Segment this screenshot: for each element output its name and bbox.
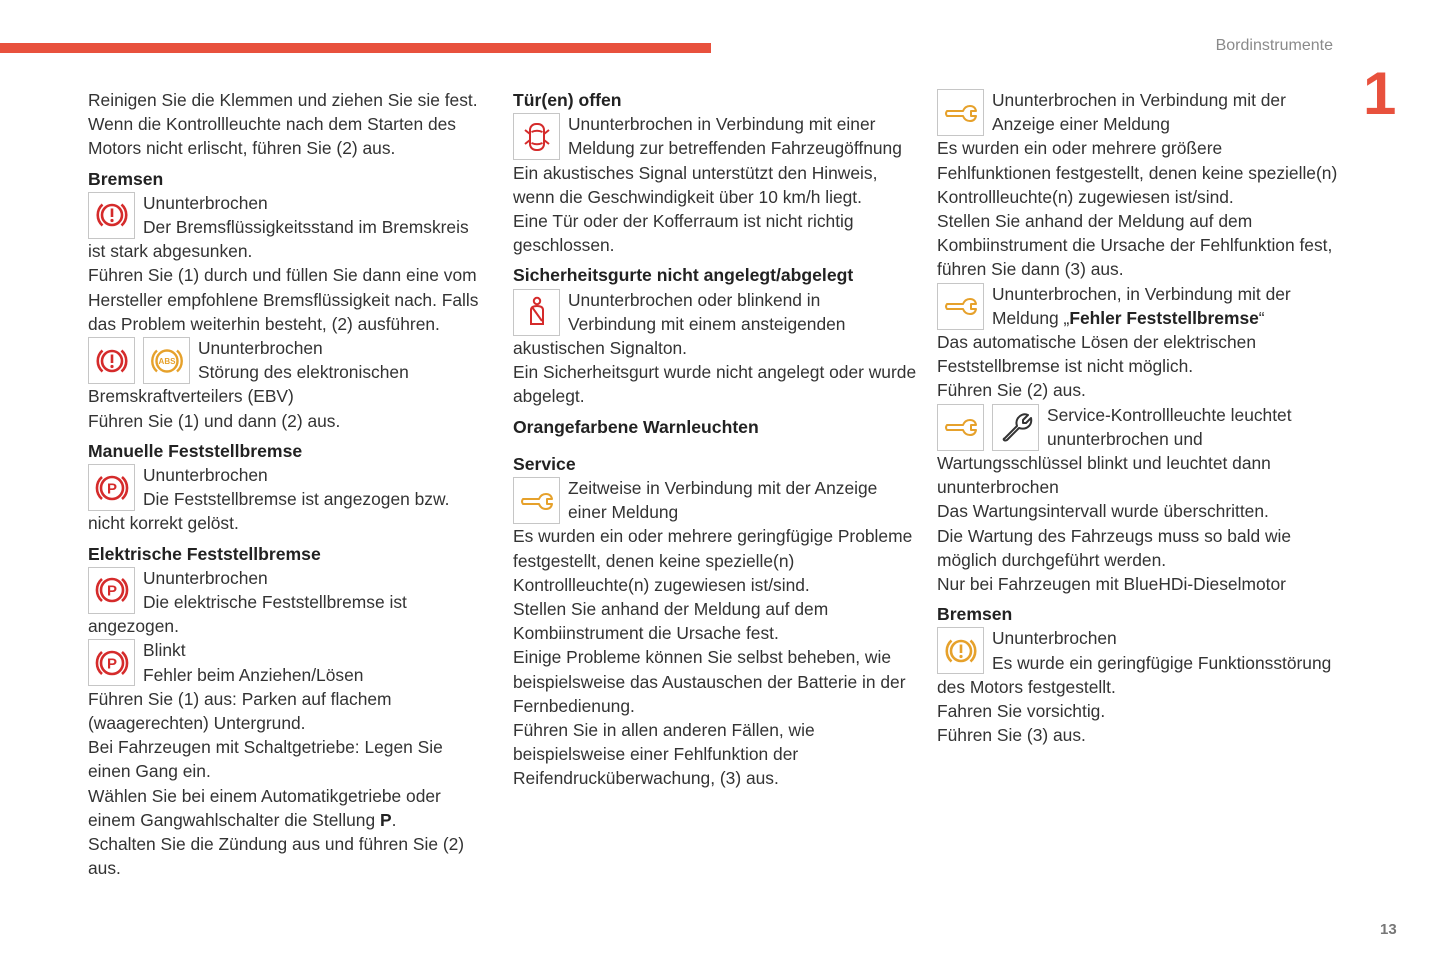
heading-tueren-offen: Tür(en) offen bbox=[513, 90, 622, 110]
warning-entry: Service-Kontrollleuchte leuchtet ununterbrochen und Wartungsschlüssel blinkt und leuchtet dann ununterbrochen bbox=[937, 404, 1292, 498]
warning-entry: Ununterbrochen Es wurde ein geringfügige Funktionsstörung des Motors festgestellt. bbox=[937, 628, 1332, 697]
paragraph: Schalten Sie die Zündung aus und führen Sie (2) aus. bbox=[88, 834, 465, 879]
column-1 bbox=[88, 88, 488, 881]
warning-entry: P Blinkt Fehler beim Anziehen/Lösen bbox=[88, 638, 488, 686]
paragraph: Einige Probleme können Sie selbst beheben, wie beispielsweise das Austauschen der Batterie in der Fernbedienung. bbox=[513, 647, 906, 716]
brake-warning-orange-icon bbox=[937, 627, 984, 674]
paragraph: Führen Sie (2) aus. bbox=[937, 380, 1086, 401]
column-3 bbox=[937, 88, 1341, 747]
warning-entry: Ununterbrochen Der Bremsflüssigkeitsstand im Bremskreis ist stark abgesunken. bbox=[88, 192, 469, 262]
warning-entry: P Ununterbrochen Die Feststellbremse ist angezogen bzw. nicht korrekt gelöst. bbox=[88, 465, 450, 534]
paragraph: Wenn die Kontrollleuchte nach dem Starten des Motors nicht erlischt, führen Sie (2) aus. bbox=[88, 114, 457, 159]
paragraph: Fahren Sie vorsichtig. bbox=[937, 701, 1106, 722]
brake-warning-icon bbox=[88, 337, 135, 384]
paragraph: Eine Tür oder der Kofferraum ist nicht richtig geschlossen. bbox=[513, 211, 854, 256]
paragraph: Es wurden ein oder mehrere geringfügige Probleme festgestellt, denen keine spezielle(n) Kontrollleuchte(n) zugewiesen ist/sind. bbox=[513, 526, 913, 595]
heading-orangefarbene-warnleuchten: Orangefarbene Warnleuchten bbox=[513, 416, 759, 437]
paragraph: Führen Sie (1) durch und füllen Sie dann eine vom Hersteller empfohlene Bremsflüssigkeit nach. Falls das Problem weiterhin besteht, (2) ausführen. bbox=[88, 265, 479, 334]
service-wrench-icon bbox=[937, 89, 984, 136]
paragraph: Reinigen Sie die Klemmen und ziehen Sie sie fest. bbox=[88, 90, 478, 110]
paragraph: Nur bei Fahrzeugen mit BlueHDi-Dieselmotor bbox=[937, 574, 1286, 595]
paragraph: Das Wartungsintervall wurde überschritten. bbox=[937, 501, 1269, 522]
service-wrench-icon bbox=[513, 477, 560, 524]
heading-bremsen: Bremsen bbox=[937, 604, 1013, 625]
paragraph: Die Wartung des Fahrzeugs muss so bald wie möglich durchgeführt werden. bbox=[937, 525, 1292, 570]
column-2 bbox=[513, 88, 917, 791]
service-wrench-icon bbox=[937, 283, 984, 330]
section-title: Bordinstrumente bbox=[1215, 37, 1333, 54]
paragraph: Führen Sie in allen anderen Fällen, wie beispielsweise einer Fehlfunktion der Reifendrucküberwachung, (3) aus. bbox=[513, 720, 815, 789]
parking-brake-icon bbox=[88, 464, 135, 511]
heading-elektrische-feststellbremse: Elektrische Feststellbremse bbox=[88, 543, 321, 564]
door-open-icon bbox=[513, 113, 560, 160]
abs-icon bbox=[143, 337, 190, 384]
paragraph: Führen Sie (1) aus: Parken auf flachem (waagerechten) Untergrund. bbox=[88, 688, 392, 734]
warning-entry: Zeitweise in Verbindung mit der Anzeige einer Meldung bbox=[513, 476, 917, 524]
parking-brake-icon bbox=[88, 567, 135, 614]
paragraph: Wählen Sie bei einem Automatikgetriebe oder einem Gangwahlschalter die Stellung P. bbox=[88, 785, 441, 830]
warning-entry: Ununterbrochen in Verbindung mit der Anzeige einer Meldung bbox=[937, 88, 1341, 136]
paragraph: Führen Sie (3) aus. bbox=[937, 725, 1086, 746]
svg-text:ABS: ABS bbox=[158, 356, 175, 366]
paragraph: Stellen Sie anhand der Meldung auf dem Kombiinstrument die Ursache fest. bbox=[513, 599, 829, 644]
svg-text:P: P bbox=[106, 582, 117, 600]
warning-entry: Ununterbrochen in Verbindung mit einer Meldung zur betreffenden Fahrzeugöffnung bbox=[513, 112, 917, 160]
heading-sicherheitsgurte: Sicherheitsgurte nicht angelegt/abgelegt bbox=[513, 265, 854, 286]
heading-service: Service bbox=[513, 453, 576, 474]
warning-entry: P Ununterbrochen Die elektrische Feststellbremse ist angezogen. bbox=[88, 567, 407, 637]
paragraph: Führen Sie (1) und dann (2) aus. bbox=[88, 410, 341, 431]
seatbelt-icon bbox=[513, 289, 560, 336]
page-number: 13 bbox=[1380, 921, 1397, 938]
parking-brake-icon bbox=[88, 639, 135, 686]
chapter-number: 1 bbox=[1363, 60, 1397, 127]
warning-entry: ABS Ununterbrochen Störung des elektronischen Bremskraftverteilers (EBV) bbox=[88, 338, 409, 407]
paragraph: Stellen Sie anhand der Meldung auf dem Kombiinstrument die Ursache der Fehlfunktion fest, führen Sie dann (3) aus. bbox=[937, 211, 1333, 280]
paragraph: Es wurden ein oder mehrere größere Fehlfunktionen festgestellt, denen keine spezielle(n) Kontrollleuchte(n) zugewiesen ist/sind. bbox=[937, 138, 1338, 207]
maintenance-key-icon bbox=[992, 404, 1039, 451]
paragraph: Das automatische Lösen der elektrischen Feststellbremse ist nicht möglich. bbox=[937, 332, 1257, 377]
svg-text:P: P bbox=[106, 655, 117, 673]
warning-entry: Ununterbrochen, in Verbindung mit der Meldung „Fehler Feststellbremse“ bbox=[937, 282, 1341, 330]
warning-entry: Ununterbrochen oder blinkend in Verbindung mit einem ansteigenden akustischen Signalton. bbox=[513, 289, 846, 359]
svg-text:P: P bbox=[106, 480, 117, 498]
paragraph: Ein Sicherheitsgurt wurde nicht angelegt oder wurde abgelegt. bbox=[513, 362, 917, 407]
heading-manuelle-feststellbremse: Manuelle Feststellbremse bbox=[88, 440, 303, 461]
heading-bremsen: Bremsen bbox=[88, 168, 164, 189]
paragraph: Ein akustisches Signal unterstützt den Hinweis, wenn die Geschwindigkeit über 10 km/h liegt. bbox=[513, 162, 878, 207]
accent-bar bbox=[0, 43, 711, 53]
service-wrench-icon bbox=[937, 404, 984, 451]
paragraph: Bei Fahrzeugen mit Schaltgetriebe: Legen Sie einen Gang ein. bbox=[88, 737, 443, 782]
brake-warning-icon bbox=[88, 192, 135, 239]
